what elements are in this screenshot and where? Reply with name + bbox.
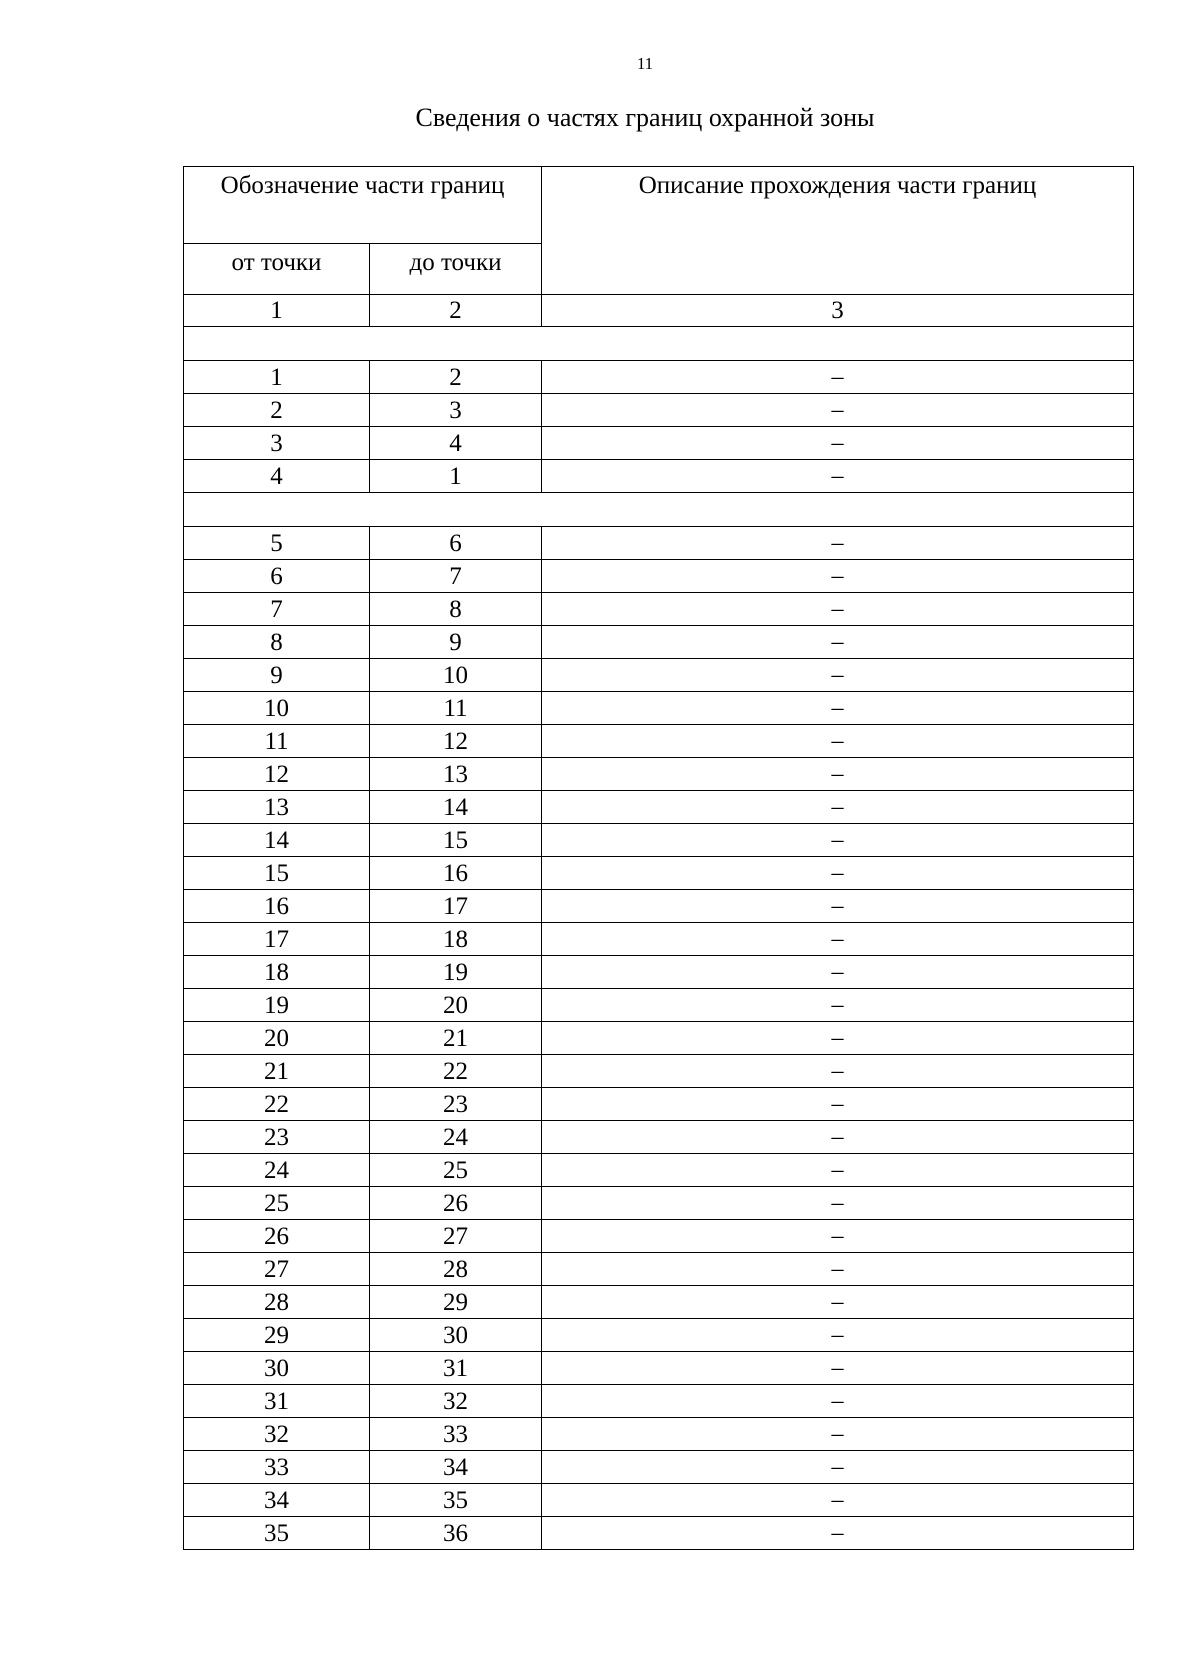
table-row — [184, 1055, 1134, 1088]
description-cell: – — [542, 725, 1134, 758]
table-row — [184, 427, 1134, 460]
column-number: 1 — [184, 295, 370, 327]
from-point-cell: 2 — [184, 394, 370, 427]
description-cell: – — [542, 1451, 1134, 1484]
to-point-cell: 23 — [370, 1088, 542, 1121]
to-point-cell: 19 — [370, 956, 542, 989]
from-point-cell: 4 — [184, 460, 370, 493]
to-point-cell: 35 — [370, 1484, 542, 1517]
table-row — [184, 1253, 1134, 1286]
table-row — [184, 1286, 1134, 1319]
description-cell: – — [542, 1253, 1134, 1286]
from-point-cell: 12 — [184, 758, 370, 791]
to-point-cell: 15 — [370, 824, 542, 857]
to-point-cell: 16 — [370, 857, 542, 890]
description-cell: – — [542, 1517, 1134, 1550]
to-point-cell: 21 — [370, 1022, 542, 1055]
table-row — [184, 1154, 1134, 1187]
section-label — [184, 327, 1134, 361]
table-row — [184, 460, 1134, 493]
table-row — [184, 758, 1134, 791]
from-point-cell: 32 — [184, 1418, 370, 1451]
from-point-cell: 22 — [184, 1088, 370, 1121]
header-boundary-designation: Обозначение части границ — [184, 167, 542, 244]
to-point-cell: 24 — [370, 1121, 542, 1154]
from-point-cell: 31 — [184, 1385, 370, 1418]
from-point-cell: 18 — [184, 956, 370, 989]
table-row — [184, 1418, 1134, 1451]
description-cell: – — [542, 791, 1134, 824]
table-row — [184, 1022, 1134, 1055]
table-row — [184, 560, 1134, 593]
table-row — [184, 989, 1134, 1022]
table-row — [184, 361, 1134, 394]
table-row — [184, 857, 1134, 890]
table-row — [184, 1121, 1134, 1154]
description-cell: – — [542, 989, 1134, 1022]
description-cell: – — [542, 1286, 1134, 1319]
to-point-cell: 9 — [370, 626, 542, 659]
from-point-cell: 33 — [184, 1451, 370, 1484]
description-cell: – — [542, 659, 1134, 692]
column-number: 2 — [370, 295, 542, 327]
from-point-cell: 29 — [184, 1319, 370, 1352]
description-cell: – — [542, 956, 1134, 989]
description-cell: – — [542, 1352, 1134, 1385]
description-cell: – — [542, 1484, 1134, 1517]
from-point-cell: 26 — [184, 1220, 370, 1253]
description-cell: – — [542, 1055, 1134, 1088]
description-cell: – — [542, 857, 1134, 890]
to-point-cell: 33 — [370, 1418, 542, 1451]
description-cell: – — [542, 923, 1134, 956]
description-cell: – — [542, 593, 1134, 626]
table-row — [184, 692, 1134, 725]
to-point-cell: 26 — [370, 1187, 542, 1220]
description-cell: – — [542, 394, 1134, 427]
description-cell: – — [542, 824, 1134, 857]
from-point-cell: 23 — [184, 1121, 370, 1154]
to-point-cell: 30 — [370, 1319, 542, 1352]
header-to-point: до точки — [370, 244, 542, 295]
from-point-cell: 7 — [184, 593, 370, 626]
from-point-cell: 8 — [184, 626, 370, 659]
description-cell: – — [542, 460, 1134, 493]
to-point-cell: 13 — [370, 758, 542, 791]
table-row — [184, 824, 1134, 857]
from-point-cell: 20 — [184, 1022, 370, 1055]
table-row — [184, 1385, 1134, 1418]
table-row — [184, 725, 1134, 758]
table-row — [184, 923, 1134, 956]
description-cell: – — [542, 1121, 1134, 1154]
description-cell: – — [542, 1022, 1134, 1055]
table-row — [184, 890, 1134, 923]
to-point-cell: 25 — [370, 1154, 542, 1187]
from-point-cell: 11 — [184, 725, 370, 758]
description-cell: – — [542, 1154, 1134, 1187]
from-point-cell: 3 — [184, 427, 370, 460]
to-point-cell: 27 — [370, 1220, 542, 1253]
to-point-cell: 31 — [370, 1352, 542, 1385]
from-point-cell: 13 — [184, 791, 370, 824]
to-point-cell: 2 — [370, 361, 542, 394]
table-row — [184, 1187, 1134, 1220]
section-row — [184, 493, 1134, 527]
from-point-cell: 1 — [184, 361, 370, 394]
description-cell: – — [542, 361, 1134, 394]
description-cell: – — [542, 626, 1134, 659]
from-point-cell: 10 — [184, 692, 370, 725]
table-row — [184, 791, 1134, 824]
table-row — [184, 593, 1134, 626]
description-cell: – — [542, 1187, 1134, 1220]
to-point-cell: 8 — [370, 593, 542, 626]
from-point-cell: 6 — [184, 560, 370, 593]
table-row — [184, 626, 1134, 659]
to-point-cell: 6 — [370, 527, 542, 560]
table-row — [184, 956, 1134, 989]
from-point-cell: 5 — [184, 527, 370, 560]
from-point-cell: 17 — [184, 923, 370, 956]
table-row — [184, 1484, 1134, 1517]
to-point-cell: 20 — [370, 989, 542, 1022]
from-point-cell: 34 — [184, 1484, 370, 1517]
description-cell: – — [542, 427, 1134, 460]
column-number: 3 — [542, 295, 1134, 327]
table-row — [184, 1352, 1134, 1385]
description-cell: – — [542, 1385, 1134, 1418]
table-row — [184, 1220, 1134, 1253]
description-cell: – — [542, 1088, 1134, 1121]
from-point-cell: 24 — [184, 1154, 370, 1187]
table-body — [184, 167, 1134, 1550]
header-row — [184, 167, 1134, 244]
to-point-cell: 18 — [370, 923, 542, 956]
to-point-cell: 11 — [370, 692, 542, 725]
to-point-cell: 22 — [370, 1055, 542, 1088]
to-point-cell: 32 — [370, 1385, 542, 1418]
to-point-cell: 1 — [370, 460, 542, 493]
boundary-parts-table — [183, 166, 1134, 1550]
to-point-cell: 36 — [370, 1517, 542, 1550]
to-point-cell: 7 — [370, 560, 542, 593]
table-row — [184, 1319, 1134, 1352]
to-point-cell: 29 — [370, 1286, 542, 1319]
to-point-cell: 10 — [370, 659, 542, 692]
document-title: Сведения о частях границ охранной зоны — [415, 103, 875, 132]
from-point-cell: 21 — [184, 1055, 370, 1088]
from-point-cell: 9 — [184, 659, 370, 692]
description-cell: – — [542, 527, 1134, 560]
description-cell: – — [542, 1220, 1134, 1253]
to-point-cell: 17 — [370, 890, 542, 923]
to-point-cell: 14 — [370, 791, 542, 824]
from-point-cell: 30 — [184, 1352, 370, 1385]
from-point-cell: 27 — [184, 1253, 370, 1286]
section-label — [184, 493, 1134, 527]
to-point-cell: 34 — [370, 1451, 542, 1484]
from-point-cell: 14 — [184, 824, 370, 857]
from-point-cell: 15 — [184, 857, 370, 890]
to-point-cell: 4 — [370, 427, 542, 460]
from-point-cell: 28 — [184, 1286, 370, 1319]
description-cell: – — [542, 758, 1134, 791]
header-boundary-description: Описание прохождения части границ — [542, 167, 1134, 295]
to-point-cell: 12 — [370, 725, 542, 758]
header-from-point: от точки — [184, 244, 370, 295]
page-number: 11 — [636, 54, 654, 73]
table-row — [184, 527, 1134, 560]
section-row — [184, 327, 1134, 361]
to-point-cell: 3 — [370, 394, 542, 427]
column-numbers-row — [184, 295, 1134, 327]
description-cell: – — [542, 1319, 1134, 1352]
table-row — [184, 1517, 1134, 1550]
from-point-cell: 19 — [184, 989, 370, 1022]
from-point-cell: 35 — [184, 1517, 370, 1550]
description-cell: – — [542, 890, 1134, 923]
description-cell: – — [542, 692, 1134, 725]
table-row — [184, 659, 1134, 692]
from-point-cell: 16 — [184, 890, 370, 923]
table-row — [184, 394, 1134, 427]
to-point-cell: 28 — [370, 1253, 542, 1286]
description-cell: – — [542, 1418, 1134, 1451]
table-row — [184, 1088, 1134, 1121]
from-point-cell: 25 — [184, 1187, 370, 1220]
table-row — [184, 1451, 1134, 1484]
description-cell: – — [542, 560, 1134, 593]
